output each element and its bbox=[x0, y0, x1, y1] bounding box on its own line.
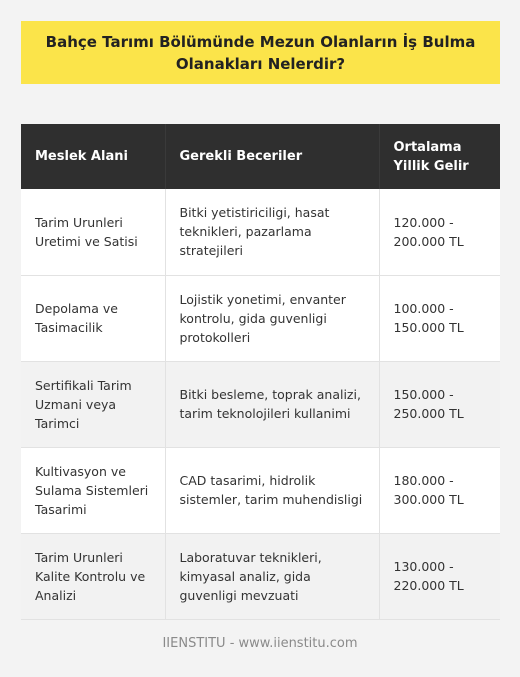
title-banner bbox=[21, 21, 500, 84]
table-header-row bbox=[21, 124, 500, 189]
table-row bbox=[21, 533, 500, 619]
cell-occupation: Sertifikali Tarim Uzmani veya Tarimci bbox=[21, 361, 165, 447]
page-title: Bahçe Tarımı Bölümünde Mezun Olanların İş Bulma Olanakları Nelerdir? bbox=[45, 32, 476, 73]
cell-skills: Lojistik yonetimi, envanter kontrolu, gida guvenligi protokolleri bbox=[165, 275, 379, 361]
header-occupation: Meslek Alani bbox=[35, 149, 128, 164]
cell-income: 150.000 - 250.000 TL bbox=[379, 361, 500, 447]
header-income: Ortalama Yillik Gelir bbox=[379, 124, 500, 189]
cell-skills: CAD tasarimi, hidrolik sistemler, tarim muhendisligi bbox=[165, 447, 379, 533]
cell-income: 120.000 - 200.000 TL bbox=[379, 189, 500, 275]
cell-income: 100.000 - 150.000 TL bbox=[379, 275, 500, 361]
cell-skills: Bitki besleme, toprak analizi, tarim teknolojileri kullanimi bbox=[165, 361, 379, 447]
table-row bbox=[21, 361, 500, 447]
cell-skills: Bitki yetistiriciligi, hasat teknikleri, pazarlama stratejileri bbox=[165, 189, 379, 275]
cell-occupation: Kultivasyon ve Sulama Sistemleri Tasarimi bbox=[21, 447, 165, 533]
cell-skills: Laboratuvar teknikleri, kimyasal analiz, gida guvenligi mevzuati bbox=[165, 533, 379, 619]
table-row bbox=[21, 189, 500, 275]
table-row bbox=[21, 275, 500, 361]
cell-occupation: Depolama ve Tasimacilik bbox=[21, 275, 165, 361]
cell-occupation: Tarim Urunleri Uretimi ve Satisi bbox=[21, 189, 165, 275]
header-skills: Gerekli Beceriler bbox=[165, 124, 379, 189]
cell-income: 180.000 - 300.000 TL bbox=[379, 447, 500, 533]
table-row bbox=[21, 447, 500, 533]
careers-table bbox=[21, 124, 500, 620]
cell-income: 130.000 - 220.000 TL bbox=[379, 533, 500, 619]
footer-credit: IIENSTITU - www.iienstitu.com bbox=[162, 636, 358, 651]
cell-occupation: Tarim Urunleri Kalite Kontrolu ve Analizi bbox=[21, 533, 165, 619]
